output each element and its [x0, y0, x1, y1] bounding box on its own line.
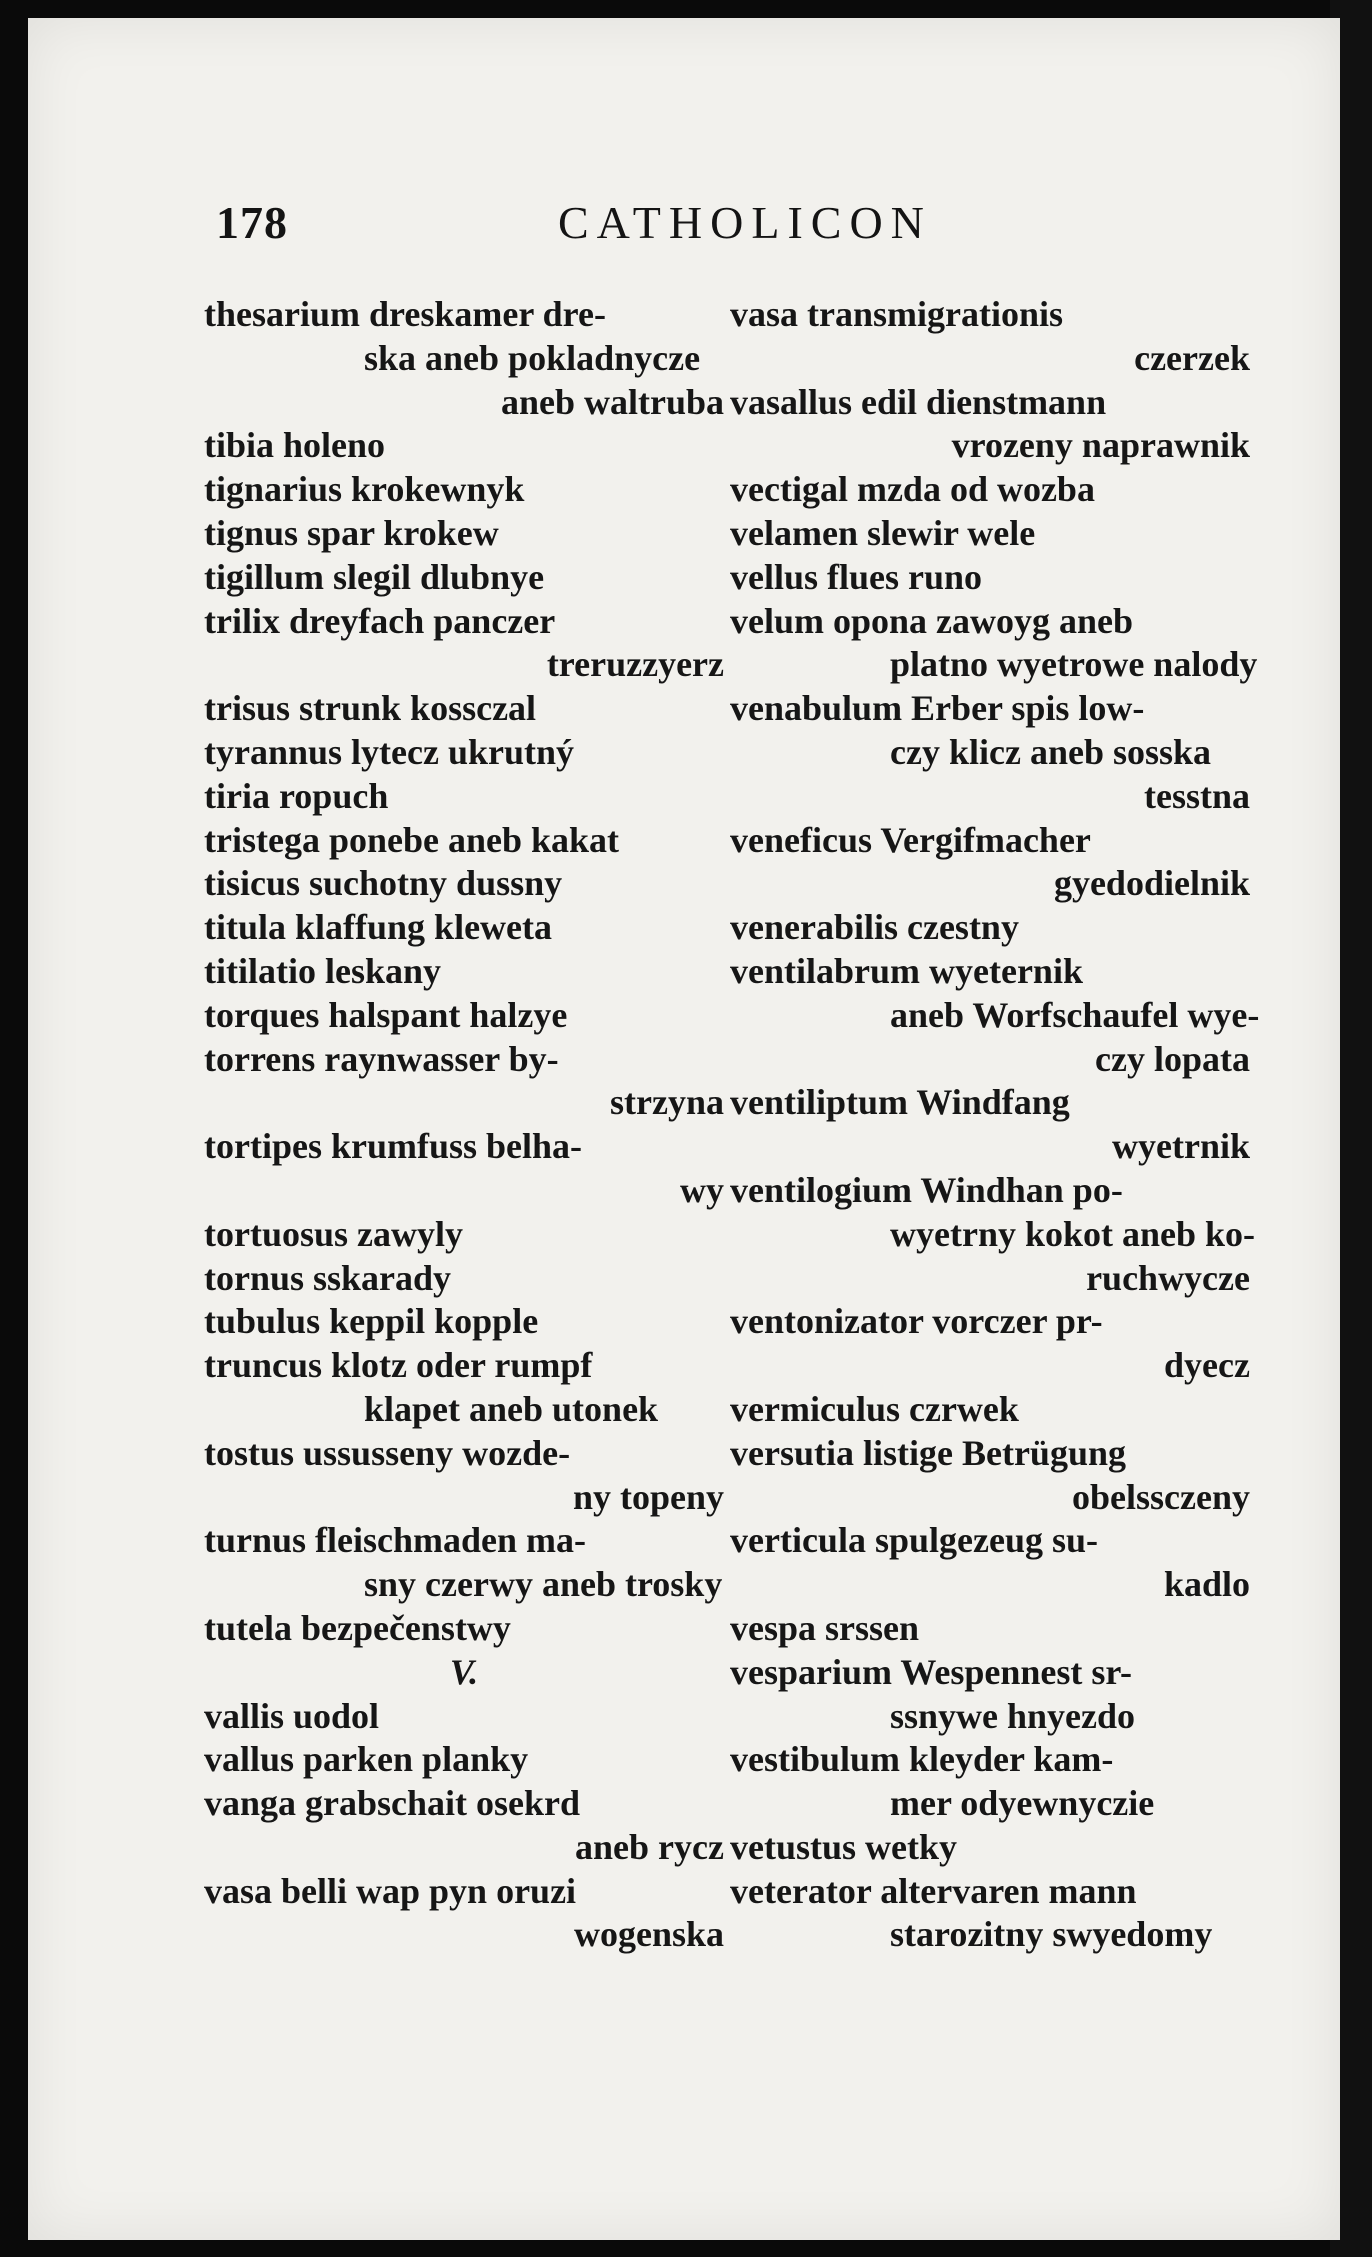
dictionary-line: vasallus edil dienstmann	[730, 381, 1107, 422]
dictionary-line: vasa belli wap pyn oruzi	[204, 1870, 577, 1911]
section-letter-heading: V.	[449, 1651, 479, 1692]
dictionary-line: tigillum slegil dlubnye	[204, 556, 545, 597]
dictionary-line: versutia listige Betrügung	[730, 1432, 1126, 1473]
dictionary-line: venerabilis czestny	[730, 907, 1019, 948]
dictionary-line: kadlo	[1163, 1564, 1250, 1605]
dictionary-line: aneb rycz	[575, 1826, 724, 1867]
dictionary-line: strzyna	[610, 1082, 724, 1123]
dictionary-line: klapet aneb utonek	[364, 1388, 659, 1429]
dictionary-line: aneb Worfschaufel wye-	[890, 994, 1260, 1035]
dictionary-line: torques halspant halzye	[204, 994, 568, 1035]
dictionary-line: ventiliptum Windfang	[730, 1082, 1070, 1123]
dictionary-line: veterator altervaren mann	[730, 1870, 1137, 1911]
dictionary-line: truncus klotz oder rumpf	[204, 1345, 593, 1386]
dictionary-line: tortuosus zawyly	[204, 1213, 463, 1254]
dictionary-line: titilatio leskany	[204, 950, 442, 991]
dictionary-line: torrens raynwasser by-	[204, 1038, 559, 1079]
dictionary-line: obelssczeny	[1072, 1476, 1250, 1517]
dictionary-line: vetustus wetky	[730, 1826, 958, 1867]
dictionary-line: trilix dreyfach panczer	[204, 600, 556, 641]
dictionary-line: ska aneb pokladnycze	[364, 337, 701, 378]
dictionary-line: vestibulum kleyder kam-	[730, 1739, 1114, 1780]
dictionary-line: ventilabrum wyeternik	[730, 950, 1083, 991]
dictionary-line: venabulum Erber spis low-	[730, 688, 1145, 729]
right-column	[730, 293, 1260, 1957]
dictionary-line: trisus strunk kossczal	[204, 688, 537, 729]
dictionary-line: gyedodielnik	[1053, 863, 1250, 904]
dictionary-line: ny topeny	[572, 1476, 724, 1517]
dictionary-line: tisicus suchotny dussny	[204, 863, 563, 904]
dictionary-line: tiria ropuch	[204, 775, 389, 816]
dictionary-line: thesarium dreskamer dre-	[204, 294, 606, 334]
dictionary-line: vespa srssen	[730, 1607, 920, 1648]
dictionary-line: tostus ussusseny wozde-	[204, 1432, 571, 1473]
dictionary-line: tyrannus lytecz ukrutný	[204, 731, 575, 772]
dictionary-line: dyecz	[1164, 1345, 1250, 1386]
dictionary-line: aneb waltruba	[500, 381, 724, 422]
dictionary-line: tignarius krokewnyk	[204, 469, 525, 510]
dictionary-line: velamen slewir wele	[730, 512, 1036, 553]
dictionary-line: vallus parken planky	[204, 1739, 529, 1780]
dictionary-line: starozitny swyedomy	[890, 1914, 1213, 1955]
dictionary-line: ssnywe hnyezdo	[890, 1695, 1136, 1736]
dictionary-line: tignus spar krokew	[204, 512, 499, 553]
dictionary-line: wogenska	[573, 1914, 724, 1955]
dictionary-line: tutela bezpečenstwy	[204, 1607, 511, 1648]
dictionary-line: czerzek	[1134, 337, 1250, 378]
dictionary-line: tristega ponebe aneb kakat	[204, 819, 620, 860]
running-title: CATHOLICON	[558, 197, 932, 248]
dictionary-line: vesparium Wespennest sr-	[730, 1651, 1133, 1692]
dictionary-line: titula klaffung kleweta	[204, 907, 553, 948]
dictionary-line: wyetrnik	[1112, 1126, 1250, 1167]
page-number: 178	[216, 197, 288, 248]
dictionary-line: veneficus Vergifmacher	[730, 819, 1091, 860]
dictionary-line: sny czerwy aneb trosky	[364, 1564, 723, 1605]
dictionary-line: vallis uodol	[204, 1695, 380, 1736]
dictionary-line: tornus sskarady	[204, 1257, 452, 1298]
dictionary-line: ventilogium Windhan po-	[730, 1169, 1123, 1210]
dictionary-line: wyetrny kokot aneb ko-	[890, 1213, 1256, 1254]
dictionary-line: czy klicz aneb sosska	[890, 731, 1212, 772]
dictionary-line: ventonizator vorczer pr-	[730, 1301, 1103, 1342]
left-column	[204, 293, 724, 1957]
dictionary-line: turnus fleischmaden ma-	[204, 1520, 587, 1561]
dictionary-line: wy	[680, 1169, 724, 1210]
page-header	[28, 196, 1340, 256]
dictionary-line: vellus flues runo	[730, 556, 983, 597]
dictionary-line: czy lopata	[1095, 1038, 1250, 1079]
dictionary-line: vermiculus czrwek	[730, 1388, 1019, 1429]
dictionary-line: velum opona zawoyg aneb	[730, 600, 1134, 641]
dictionary-line: tibia holeno	[204, 425, 386, 466]
dictionary-line: vectigal mzda od wozba	[730, 469, 1095, 510]
book-page	[28, 18, 1340, 2240]
dictionary-line: tortipes krumfuss belha-	[204, 1126, 583, 1167]
dictionary-line: verticula spulgezeug su-	[730, 1520, 1098, 1561]
dictionary-line: mer odyewnyczie	[890, 1783, 1155, 1824]
dictionary-line: vrozeny naprawnik	[951, 425, 1250, 466]
dictionary-line: vanga grabschait osekrd	[204, 1783, 581, 1824]
dictionary-line: tubulus keppil kopple	[204, 1301, 539, 1342]
dictionary-line: vasa transmigrationis	[730, 294, 1063, 334]
dictionary-line: platno wyetrowe nalody	[890, 644, 1258, 685]
dictionary-line: ruchwycze	[1086, 1257, 1250, 1298]
dictionary-line: tesstna	[1144, 775, 1250, 816]
dictionary-line: treruzzyerz	[546, 644, 724, 685]
